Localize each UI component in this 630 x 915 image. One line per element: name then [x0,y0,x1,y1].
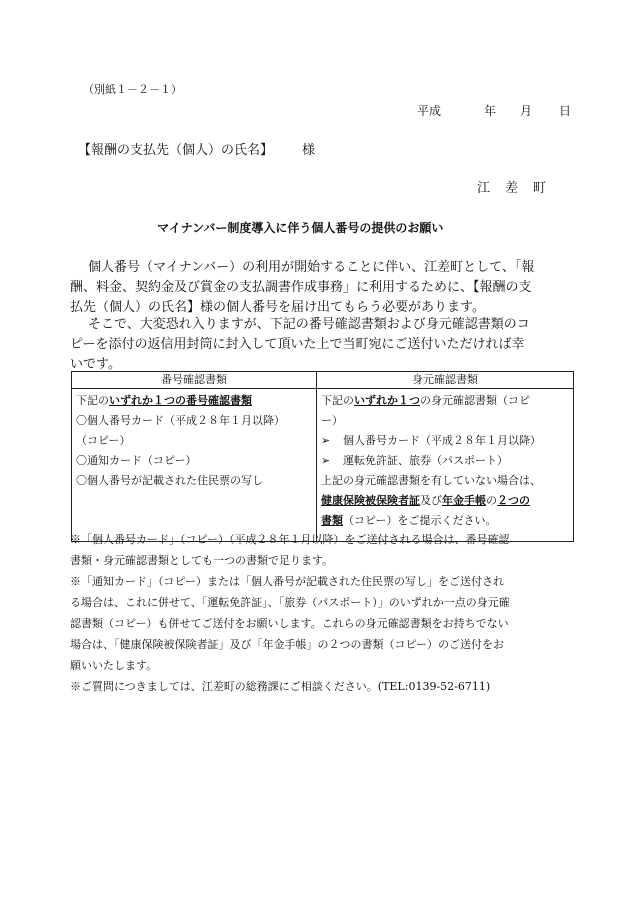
pension-book-emphasis: 年金手帳 [442,494,486,507]
arrow-bullet-icon: ➢ [321,454,331,467]
identity-fallback-line-2 [321,491,570,511]
note-2-line-5: 願いいたします。 [70,659,158,672]
page-title: マイナンバー制度導入に伴う個人番号の提供のお願い [157,221,444,235]
number-docs-intro [76,391,313,411]
body-paragraph-1 [70,258,575,318]
identity-docs-intro [321,391,570,411]
number-docs-intro-emphasis: いずれか１つの番号確認書類 [109,394,252,407]
two-documents-emphasis: ２つの [497,494,530,507]
required-documents-table [71,371,574,542]
identity-doc-item-mynumber-card-text: 個人番号カード（平成２８年１月以降） [343,434,541,447]
identity-verification-cell [317,389,574,542]
body-paragraph-2 [70,315,575,375]
addressee-honorific: 様 [302,143,316,158]
number-doc-item-notification-card: 〇通知カード（コピー） [76,454,197,467]
body-p1-line-3: 払先（個人）の氏名】様の個人番号を届け出てもらう必要があります。 [70,300,485,315]
identity-doc-item-license-passport-text: 運転免許証、旅券（パスポート） [343,454,508,467]
arrow-bullet-icon: ➢ [321,434,331,447]
number-docs-intro-text: 下記の [76,394,109,407]
note-2-line-2: る場合は、これに併せて、「運転免許証」、「旅券（パスポート）」のいずれか一点の身元確 [70,596,510,609]
date-month-unit: 月 [520,104,533,118]
documents-emphasis: 書類 [321,514,343,527]
note-1-line-2: 書類・身元確認書類としても一つの書類で足ります。 [70,554,334,567]
header-identity-verification: 身元確認書類 [317,372,574,389]
identity-fallback-line-1: 上記の身元確認書類を有していない場合は、 [321,474,541,487]
body-p2-line-3: いです。 [70,357,121,372]
identity-fallback-line-3 [321,511,570,531]
attachment-reference: （別紙１－２－１） [83,83,182,96]
body-p2-line-2: ピーを添付の返信用封筒に封入して頂いた上で当町宛にご送付いただければ幸 [70,337,525,352]
date-day-unit: 日 [559,104,572,118]
number-verification-cell [72,389,317,542]
note-1-line-1: ※「個人番号カード」（コピー）（平成２８年１月以降）をご送付される場合は、番号確認 [70,533,510,546]
identity-docs-intro-emphasis: いずれか１つ [354,394,420,407]
body-p1-line-1: 個人番号（マイナンバー）の利用が開始することに伴い、江差町として、「報 [88,260,535,275]
footnotes [70,529,575,697]
fallback-end-text: （コピー）をご提示ください。 [343,514,497,527]
number-doc-item-mynumber-card-copy: （コピー） [76,434,131,447]
note-2-line-4: 場合は、「健康保険被保険者証」及び「年金手帳」の２つの書類（コピー）のご送付をお [70,638,505,651]
number-doc-item-resident-record: 〇個人番号が記載された住民票の写し [76,474,263,487]
note-3-contact: ※ご質問につきましては、江差町の総務課にご相談ください。(TEL:0139-52-6711) [70,680,491,693]
health-insurance-card-emphasis: 健康保険被保険者証 [321,494,420,507]
note-2-line-3: 認書類（コピー）も併せてご送付をお願いします。これらの身元確認書類をお持ちでない [70,617,509,630]
identity-docs-intro-text: 下記の [321,394,354,407]
identity-doc-item-license-passport [321,451,570,471]
identity-docs-intro-tail: の身元確認書類（コピ [420,394,530,407]
addressee-name: 【報酬の支払先（個人）の氏名】 [78,143,274,158]
number-doc-item-mynumber-card: 〇個人番号カード（平成２８年１月以降） [76,414,285,427]
identity-doc-item-mynumber-card [321,431,570,451]
date-era: 平成 [417,104,442,118]
body-p2-line-1: そこで、大変恐れ入りますが、下記の番号確認書類および身元確認書類のコ [88,317,530,332]
fallback-particle: の [486,494,497,507]
note-2-line-1: ※「通知カード」（コピー）または「個人番号が記載された住民票の写し」をご送付され [70,575,505,588]
date-year-unit: 年 [484,104,497,118]
fallback-conjunction: 及び [420,494,442,507]
body-p1-line-2: 酬、料金、契約金及び賞金の支払調書作成事務」に利用するために、【報酬の支 [70,280,532,295]
header-number-verification: 番号確認書類 [72,372,317,389]
sender-name: 江 差 町 [477,181,548,196]
identity-docs-intro-line-2: ー） [321,414,343,427]
